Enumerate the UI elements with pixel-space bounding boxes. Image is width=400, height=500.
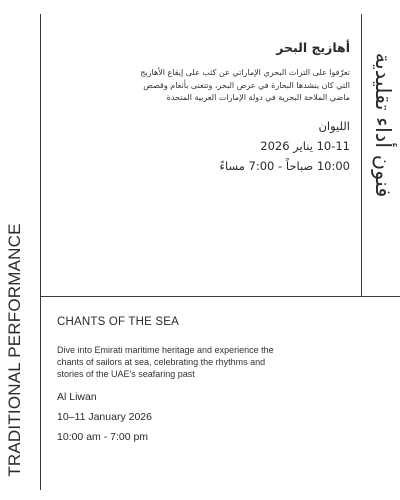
right-vertical-divider bbox=[361, 14, 362, 296]
side-label-arabic-text: فنون أداء تقليدية bbox=[371, 52, 395, 198]
english-event-venue: Al Liwan bbox=[57, 391, 97, 403]
side-label-arabic bbox=[366, 20, 400, 230]
english-event-time: 10:00 am - 7:00 pm bbox=[57, 431, 149, 443]
side-label-english bbox=[0, 210, 30, 490]
english-event-dates: 10–11 January 2026 bbox=[57, 411, 152, 423]
horizontal-divider bbox=[40, 296, 400, 297]
arabic-event-dates: 10-11 يناير 2026 bbox=[260, 138, 350, 153]
english-description-line: chants of sailors at sea, celebrating the rhythms and bbox=[57, 357, 266, 367]
arabic-description-line: تعرّفوا على التراث البحري الإماراتي عن كثب على إيقاع الأهازيج bbox=[140, 68, 350, 77]
left-vertical-divider bbox=[40, 14, 41, 490]
arabic-event-time: 10:00 صباحاً - 7:00 مساءً bbox=[219, 158, 350, 173]
arabic-event-block bbox=[48, 40, 350, 179]
english-event-title: CHANTS OF THE SEA bbox=[57, 316, 180, 328]
arabic-description-line: التي كان ينشدها البحارة في عرض البحر، وتتغنى بأنغام وقصص bbox=[143, 80, 350, 90]
arabic-event-title: أهازيج البحر bbox=[276, 40, 350, 55]
arabic-description-line: ماضي الملاحة البحرية في دولة الإمارات العربية المتحدة bbox=[166, 93, 350, 102]
arabic-event-venue: الليوان bbox=[318, 118, 350, 133]
english-description-line: stories of the UAE's seafaring past bbox=[57, 369, 195, 379]
english-event-block bbox=[57, 316, 357, 451]
english-description-line: Dive into Emirati maritime heritage and experience the bbox=[57, 345, 274, 355]
arabic-event-description bbox=[48, 67, 350, 105]
english-event-description bbox=[57, 344, 357, 380]
side-label-english-text: TRADITIONAL PERFORMANCE bbox=[5, 223, 24, 477]
